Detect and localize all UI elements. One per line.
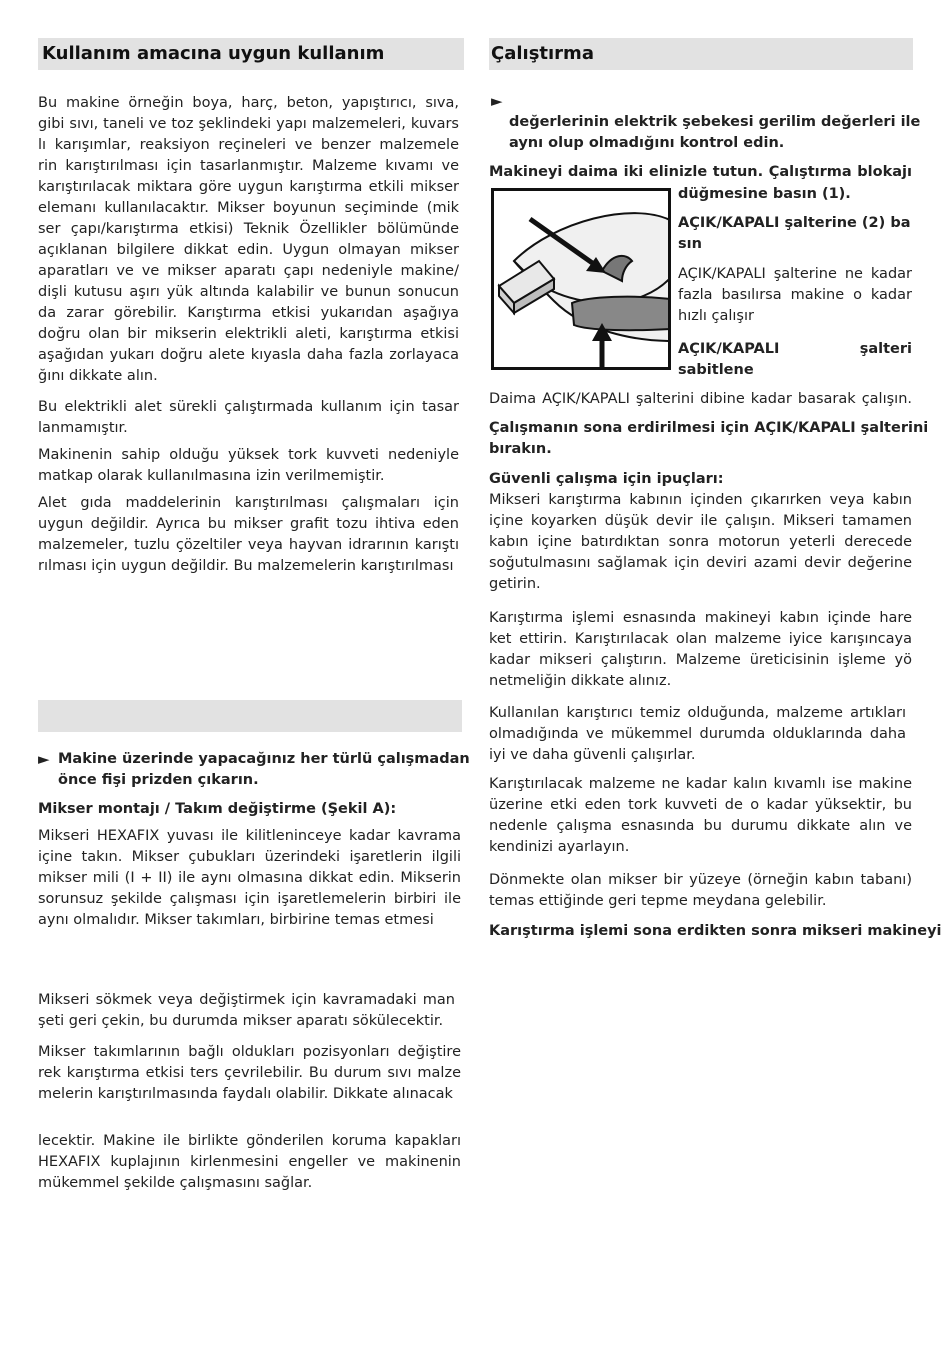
stop-instruction (489, 418, 929, 460)
section-heading-blank (38, 700, 462, 732)
unplug-warning (38, 749, 470, 791)
text-line: lecektir. Makine ile birlikte gönderilen koruma kapakları (38, 1133, 461, 1149)
step-3 (678, 264, 912, 327)
text-line: Karıştırılacak malzeme ne kadar kalın kıvamlı ise makine (489, 776, 912, 792)
arrow-right-icon: ► (491, 92, 503, 110)
text-line: rin karıştırılması için tasarlanmıştır. Malzeme kıvamı ve (38, 158, 459, 174)
text-line: aparatları ve ve mikser aparatı çapı nedeniyle makine/ (38, 263, 459, 279)
mount-paragraph (38, 826, 461, 931)
run-instruction: Daima AÇIK/KAPALI şalterini dibine kadar basarak çalışın. (489, 391, 912, 407)
unplug-warning-text (58, 749, 470, 791)
reverse-paragraph (38, 1042, 461, 1105)
text-line: doğru olan bir mikserin elektrikli aleti, karıştırma etkisi (38, 326, 459, 342)
switch-illustration (491, 188, 671, 370)
food-warning-paragraph (38, 493, 459, 577)
step-4: AÇIK/KAPALI şalteri sabitlene (678, 341, 912, 378)
drill-switch-figure (494, 191, 668, 367)
text-line: şeti geri çekin, bu durumda mikser aparatı sökülecektir. (38, 1013, 444, 1029)
text-line: üzerine etki eden tork kuvveti de o kadar yüksektir, bu (489, 797, 912, 813)
text-line: değerlerinin elektrik şebekesi gerilim değerleri ile (509, 114, 921, 130)
text-line: lı karışımlar, reaksiyon reçineleri ve benzer malzemele (38, 137, 459, 153)
text-line: Alet gıda maddelerinin karıştırılması çalışmaları için (38, 495, 459, 511)
usage-paragraph (38, 93, 459, 387)
text-line: netmeliğin dikkate alınız. (489, 673, 672, 689)
text-line: sorunsuz şekilde çalışması için işaretlemelerin birbiri ile (38, 891, 461, 907)
text-line: Mikser takımlarının bağlı oldukları pozisyonları değiştire (38, 1044, 461, 1060)
mount-subheading: Mikser montajı / Takım değiştirme (Şekil A): (38, 801, 397, 817)
text-line: uygun değildir. Ayrıca bu mikser grafit tozu ihtiva eden (38, 516, 459, 532)
text-line: Bu makine örneğin boya, harç, beton, yapıştırıcı, sıva, (38, 95, 459, 111)
text-line: kendinizi ayarlayın. (489, 839, 630, 855)
hold-instruction: Makineyi daima iki elinizle tutun. Çalıştırma blokajı (489, 164, 912, 180)
text-line: Makinenin sahip olduğu yüksek tork kuvveti nedeniyle (38, 447, 459, 463)
text-line: önce fişi prizden çıkarın. (58, 772, 259, 788)
text-line: Bu elektrikli alet sürekli çalıştırmada kullanım için tasar (38, 399, 459, 415)
text-line: rılması için uygun değildir. Bu malzemelerin karıştırılması (38, 558, 454, 574)
section-heading-operation (489, 38, 913, 70)
text-line: sın (678, 236, 702, 252)
text-line: aynı olmalıdır. Mikser takımları, birbirine temas etmesi (38, 912, 434, 928)
kickback-paragraph (489, 870, 912, 912)
text-line: kabın içine batırdıktan sonra motorun yeterli derecede (489, 534, 912, 550)
text-line: açıklanan bilgilere dikkat edin. Uygun olmayan mikser (38, 242, 459, 258)
text-line: getirin. (489, 576, 541, 592)
text-line: Karıştırma işlemi esnasında makineyi kabın içinde hare (489, 610, 912, 626)
arrow-right-icon: ► (38, 750, 50, 768)
heading-usage: Kullanım amacına uygun kullanım (42, 43, 385, 64)
text-line: mikser mili (I + II) ile aynı olmasına dikkat edin. Mikserin (38, 870, 461, 886)
move-paragraph (489, 608, 912, 692)
end-instruction: Karıştırma işlemi sona erdikten sonra mikseri makineyi (489, 923, 942, 939)
text-line: HEXAFIX kuplajının kirlenmesini engeller ve makinenin (38, 1154, 461, 1170)
text-line: ser çapı/karıştırma etkisi) Teknik Özellikler bölümünde (38, 221, 459, 237)
voltage-check (509, 112, 921, 154)
torque-warning-paragraph (38, 445, 459, 487)
heading-operation: Çalıştırma (491, 43, 594, 64)
text-line: lanmamıştır. (38, 420, 128, 436)
text-line: dişli kutusu aşırı yük altında kalabilir ve bunun sonucun (38, 284, 459, 300)
text-line: AÇIK/KAPALI şalterine ne kadar (678, 266, 912, 282)
text-line: içine koyarken düşük devir ile çalışın. Mikseri tamamen (489, 513, 912, 529)
text-line: melerin karıştırılmasında faydalı olabilir. Dikkate alınacak (38, 1086, 453, 1102)
text-line: fazla basılırsa makine o kadar (678, 287, 912, 303)
text-line: Çalışmanın sona erdirilmesi için AÇIK/KAPALI şalterini (489, 420, 929, 436)
text-line: iyi ve daha güvenli çalışırlar. (489, 747, 696, 763)
text-line: bırakın. (489, 441, 552, 457)
step-2 (678, 213, 911, 255)
text-line: Kullanılan karıştırıcı temiz olduğunda, malzeme artıkları (489, 705, 906, 721)
text-line: mükemmel şekilde çalışmasını sağlar. (38, 1175, 313, 1191)
text-line: Dönmekte olan mikser bir yüzeye (örneğin kabın tabanı) (489, 872, 912, 888)
step-1: düğmesine basın (1). (678, 186, 851, 202)
text-line: temas ettiğinde geri tepme meydana gelebilir. (489, 893, 827, 909)
remove-paragraph (38, 990, 455, 1032)
text-line: Mikseri sökmek veya değiştirmek için kavramadaki man (38, 992, 455, 1008)
text-line: gibi sıvı, taneli ve toz şeklindeki yapı malzemeleri, kuvars (38, 116, 459, 132)
section-heading-usage (38, 38, 464, 70)
text-line: malzemeler, tuzlu çözeltiler veya hayvan idrarının karıştı (38, 537, 459, 553)
text-line: karıştırılacak miktara göre uygun karıştırma etkili mikser (38, 179, 459, 195)
text-line: matkap olarak kullanılmasına izin verilmemiştir. (38, 468, 385, 484)
text-line: kadar mikseri çalıştırın. Malzeme üreticisinin işleme yö (489, 652, 912, 668)
text-line: hızlı çalışır (678, 308, 754, 324)
text-line: elemanı kullanılacaktır. Mikser boyunun seçiminde (mik (38, 200, 459, 216)
text-line: ğını dikkate alın. (38, 368, 158, 384)
text-line: Mikseri HEXAFIX yuvası ile kilitleninceye kadar kavrama (38, 828, 461, 844)
text-line: ket ettirin. Karıştırılacak olan malzeme iyice karışıncaya (489, 631, 912, 647)
text-line: içine takın. Mikser çubukları üzerindeki işaretlerin ilgili (38, 849, 461, 865)
text-line: nedenle çalışma esnasında bu durumu dikkate alın ve (489, 818, 912, 834)
text-line: rek karıştırma etkisi ters çevrilebilir. Bu durum sıvı malze (38, 1065, 461, 1081)
tips-paragraph (489, 490, 912, 595)
text-line: AÇIK/KAPALI şalterine (2) ba (678, 215, 911, 231)
text-line: aynı olup olmadığını kontrol edin. (509, 135, 785, 151)
text-line: Mikseri karıştırma kabının içinden çıkarırken veya kabın (489, 492, 912, 508)
continuous-use-paragraph (38, 397, 459, 439)
text-line: da zarar görebilir. Karıştırma etkisi yukarıdan aşağıya (38, 305, 459, 321)
cover-paragraph (38, 1131, 461, 1194)
text-line: olmadığında ve mükemmel durumda olduklarında daha (489, 726, 906, 742)
torque-paragraph (489, 774, 912, 858)
text-line: Makine üzerinde yapacağınız her türlü çalışmadan (58, 751, 470, 767)
tips-subheading: Güvenli çalışma için ipuçları: (489, 471, 724, 487)
text-line: aşağıdan yukarı doğru alete kıyasla daha fazla zorlayaca (38, 347, 459, 363)
text-line: soğutulmasını sağlamak için deviri azami devir değerine (489, 555, 912, 571)
clean-paragraph (489, 703, 906, 766)
